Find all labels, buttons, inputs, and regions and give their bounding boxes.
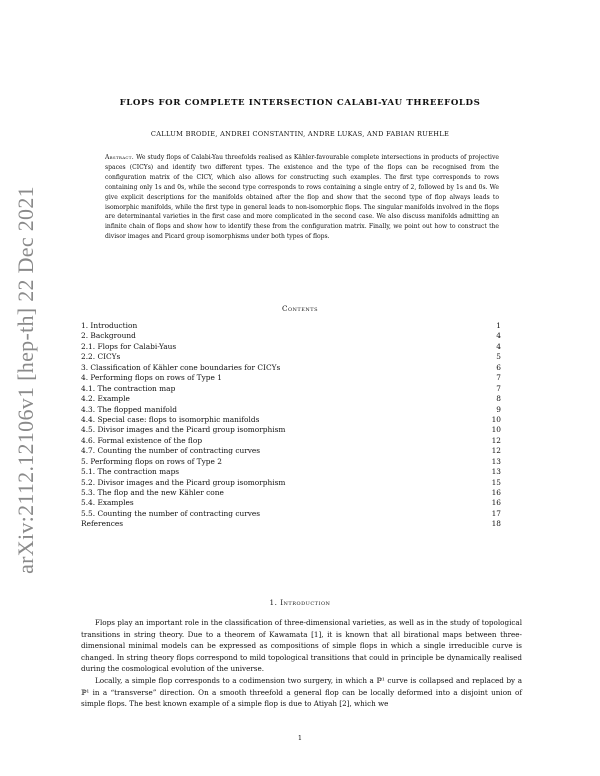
toc-entry-page: 16 xyxy=(491,498,501,508)
toc-entry-page: 5 xyxy=(496,352,501,362)
toc-entry[interactable] xyxy=(81,509,501,519)
toc-entry-page: 7 xyxy=(496,373,501,383)
toc-entry-page: 15 xyxy=(491,477,501,487)
arxiv-identifier[interactable]: arXiv:2112.12106v1 [hep-th] 22 Dec 2021 xyxy=(13,186,39,574)
toc-entry-page: 18 xyxy=(491,519,501,529)
body-paragraph: Flops play an important role in the classification of three-dimensional varieties, as well as in the study of topological transitions in string theory. Due to a theorem of Kawamata [1], it is known that all birational maps between three-dimensional minimal models can be expressed as compositions of simple flops in which a single irreducible curve is changed. In string theory flops correspond to mild topological transitions that could in principle be dynamically realised during the cosmological evolution of the universe. xyxy=(81,618,522,673)
toc-entry[interactable] xyxy=(81,415,501,425)
abstract-text: We study flops of Calabi-Yau threefolds realised as Kähler-favourable complete intersections in products of projective spaces (CICYs) and identify two different types. The existence and the type of the flops can be recognised from the configuration matrix of the CICY, which also allows for constructing such examples. The first type corresponds to rows containing only 1s and 0s, while the second type corresponds to rows containing a single entry of 2, followed by 1s and 0s. We give explicit descriptions for the manifolds obtained after the flop and show that the second type of flop always leads to isomorphic manifolds, while the first type in general leads to non-isomorphic flops. The singular manifolds involved in the flops are determinantal varieties in the first case and more complicated in the second case. We also discuss manifolds admitting an infinite chain of flops and show how to identify these from the configuration matrix. Finally, we point out how to construct the divisor images and Picard group isomorphisms under both types of flops. xyxy=(105,154,499,241)
toc-entry[interactable] xyxy=(81,488,501,498)
section-heading-introduction: 1. Introduction xyxy=(269,598,331,607)
toc-entry[interactable] xyxy=(81,519,501,529)
toc-entry-page: 1 xyxy=(496,321,501,330)
paper-title: FLOPS FOR COMPLETE INTERSECTION CALABI-YAU THREEFOLDS xyxy=(119,98,481,108)
toc-entry-page: 17 xyxy=(491,508,501,518)
toc-entry-page: 8 xyxy=(496,394,501,404)
toc-entry[interactable] xyxy=(81,373,501,383)
toc-entry-label: 4.4. Special case: flops to isomorphic manifolds xyxy=(81,414,260,424)
toc-entry-page: 6 xyxy=(496,362,501,372)
abstract-label: Abstract. xyxy=(105,154,134,161)
toc-entry-label: 5. Performing flops on rows of Type 2 xyxy=(81,456,222,466)
toc-entry-label: 4.1. The contraction map xyxy=(81,383,176,393)
toc-entry-page: 12 xyxy=(491,446,501,456)
toc-entry-label: 4.7. Counting the number of contracting curves xyxy=(81,446,261,456)
toc-entry[interactable] xyxy=(81,457,501,467)
toc-entry-label: 4.2. Example xyxy=(81,394,130,404)
toc-entry[interactable] xyxy=(81,321,501,331)
contents-heading: Contents xyxy=(281,304,319,313)
abstract xyxy=(105,153,499,242)
toc-entry-page: 4 xyxy=(496,331,501,341)
paper-authors: CALLUM BRODIE, ANDREI CONSTANTIN, ANDRE LUKAS, AND FABIAN RUEHLE xyxy=(150,130,450,138)
toc-entry-label: 3. Classification of Kähler cone boundaries for CICYs xyxy=(81,362,281,372)
toc-entry-label: 2.2. CICYs xyxy=(81,352,121,362)
toc-entry[interactable] xyxy=(81,436,501,446)
toc-entry-label: 4.6. Formal existence of the flop xyxy=(81,435,203,445)
toc-entry-label: 4. Performing flops on rows of Type 1 xyxy=(81,373,222,383)
toc-entry-page: 10 xyxy=(491,414,501,424)
toc-entry-label: 5.3. The flop and the new Kähler cone xyxy=(81,488,224,497)
toc-entry[interactable] xyxy=(81,363,501,373)
toc-entry[interactable] xyxy=(81,384,501,394)
toc-entry-page: 4 xyxy=(496,341,501,351)
toc-entry-page: 10 xyxy=(491,425,501,435)
toc-entry[interactable] xyxy=(81,405,501,415)
toc-entry-label: 5.4. Examples xyxy=(81,498,134,508)
toc-entry-label: 1. Introduction xyxy=(81,321,138,330)
toc-entry[interactable] xyxy=(81,342,501,352)
toc-entry-label: 2.1. Flops for Calabi-Yaus xyxy=(81,341,177,351)
toc-entry-page: 13 xyxy=(491,456,501,466)
toc-entry-label: 5.1. The contraction maps xyxy=(81,467,180,477)
toc-entry-page: 7 xyxy=(496,383,501,393)
toc-entry-label: 4.3. The flopped manifold xyxy=(81,404,177,414)
body-paragraph: Locally, a simple flop corresponds to a codimension two surgery, in which a ℙ¹ curve is collapsed and replaced by a ℙ¹ in a “transverse” direction. On a smooth threefold a general flop can be locally deformed into a disjoint union of simple flops. The best known example of a simple flop is due to Atiyah [2], which we xyxy=(81,676,522,708)
toc-entry-page: 12 xyxy=(491,435,501,445)
toc-entry[interactable] xyxy=(81,394,501,404)
toc-entry[interactable] xyxy=(81,425,501,435)
toc-entry-label: 4.5. Divisor images and the Picard group isomorphism xyxy=(81,425,286,435)
toc-entry[interactable] xyxy=(81,352,501,362)
toc-entry[interactable] xyxy=(81,498,501,508)
arxiv-side-stamp xyxy=(7,186,45,574)
page-number: 1 xyxy=(297,734,303,742)
toc-entry-page: 9 xyxy=(496,404,501,414)
toc-entry[interactable] xyxy=(81,478,501,488)
toc-entry-label: 2. Background xyxy=(81,331,136,341)
toc-entry-label: 5.2. Divisor images and the Picard group isomorphism xyxy=(81,477,286,487)
toc-entry[interactable] xyxy=(81,446,501,456)
toc-entry[interactable] xyxy=(81,331,501,341)
toc-entry-label: 5.5. Counting the number of contracting curves xyxy=(81,508,261,518)
toc-entry-page: 16 xyxy=(491,488,501,497)
toc-entry-page: 13 xyxy=(491,467,501,477)
toc-entry-label: References xyxy=(81,519,124,529)
table-of-contents xyxy=(81,321,501,530)
toc-entry[interactable] xyxy=(81,467,501,477)
